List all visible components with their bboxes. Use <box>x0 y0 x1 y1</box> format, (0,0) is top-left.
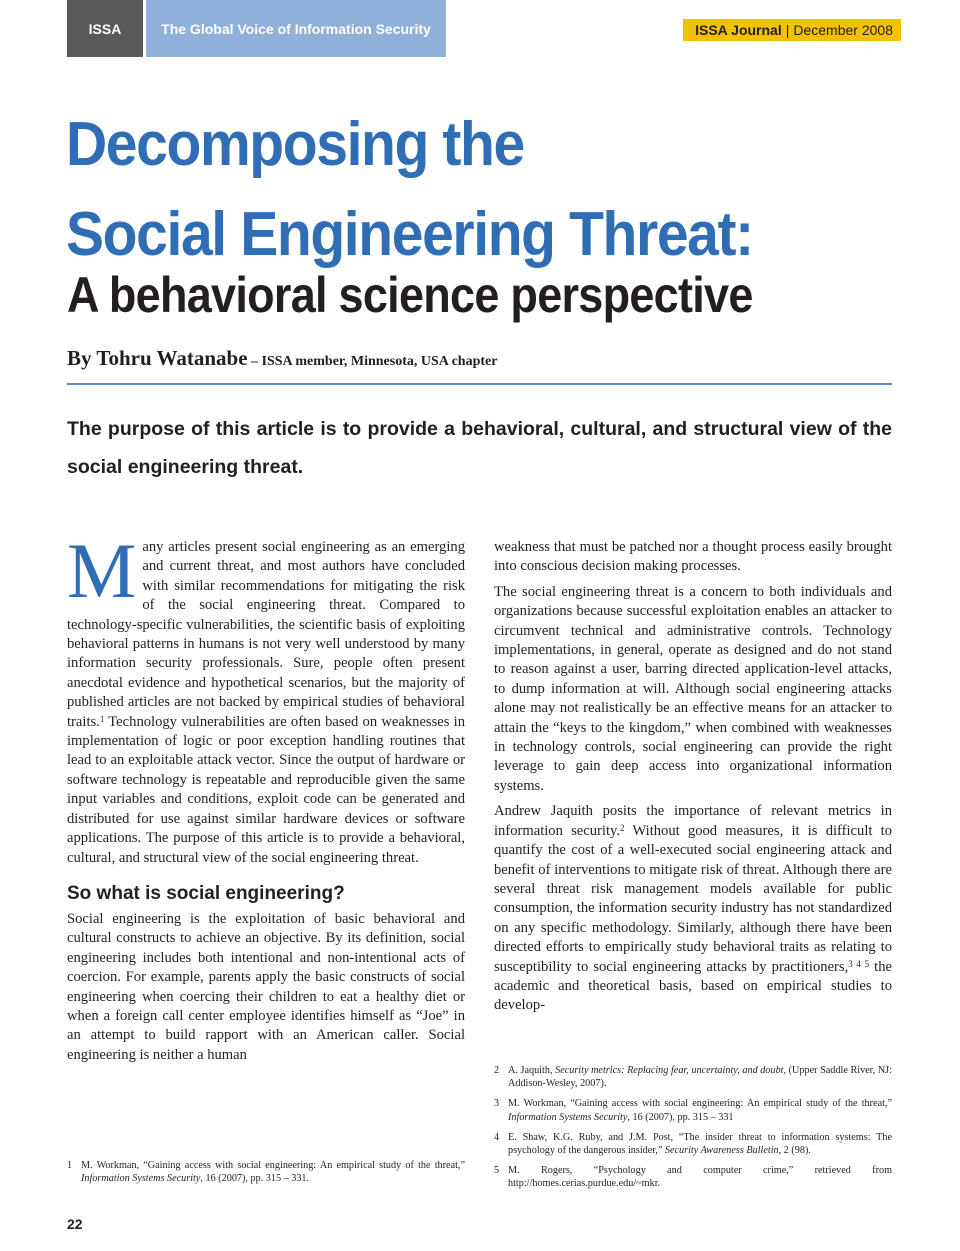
footnote-item <box>494 1131 892 1157</box>
footnote-ref-2: 2 <box>620 822 625 833</box>
metrics-text-c: the academic and theoretical basis, based on empirical studies to develop- <box>494 958 893 1014</box>
footnote-number: 1 <box>67 1160 73 1171</box>
footnote-number: 4 <box>494 1131 500 1143</box>
footnote-part: M. Workman, “Gaining access with social engineering: An empirical study of the threat,” <box>81 1160 465 1171</box>
footnote-text <box>508 1064 892 1090</box>
header-tagline-tab <box>146 0 446 57</box>
footnote-number: 3 <box>494 1098 500 1110</box>
footnote-source: Security Awareness Bulletin <box>664 1145 779 1157</box>
footnotes-left <box>67 1159 465 1192</box>
right-paragraph-1: weakness that must be patched nor a thought process easily brought into conscious decision making processes. <box>494 539 892 575</box>
article-title <box>66 100 753 280</box>
journal-separator: | <box>785 22 790 38</box>
header-tagline: The Global Voice of Information Security <box>161 20 431 37</box>
author-affiliation: – ISSA member, Minnesota, USA chapter <box>247 354 498 369</box>
footnote-text <box>81 1159 465 1185</box>
metrics-text-a: Andrew Jaquith posits the importance of relevant metrics in information security. <box>494 803 892 839</box>
footnote-text <box>508 1097 892 1123</box>
definition-paragraph: Social engineering is the exploitation of basic behavioral and cultural constructs to achieve an objective. By its definition, social engineering includes both intentional and non-intentional acts of coercion. For example, parents apply the basic constructs of social engineering when coercing their children to eat a healthy diet or when a foreign call center employee identifies himself as “Joe” in an attempt to build rapport with an American caller. Social engineering is neither a human <box>67 910 465 1063</box>
journal-name: ISSA Journal <box>695 22 782 38</box>
intro-text-a: any articles present social engineering as an emerging and current threat, and most authors have concluded with similar recommendations for mitigating the risk of the social engineering threat. Compared to technology-specific vulnerabilities, the scientific basis of exploiting behavioral patterns in humans is not very well understood by many information security professionals. Sure, people often present anecdotal evidence and hypothetical scenarios, but the majority of published articles are not backed by empirical studies of behavioral traits. <box>67 539 465 730</box>
footnote-source: Information Systems Security <box>81 1173 201 1185</box>
author-name: By Tohru Watanabe <box>67 346 248 370</box>
footnote-text <box>508 1164 892 1190</box>
footnote-item <box>67 1159 465 1185</box>
footnote-text <box>508 1131 892 1157</box>
footnote-part: , 2 (98). <box>778 1145 811 1157</box>
footnote-part: A. Jaquith, <box>508 1065 556 1076</box>
footnote-ref-3-4-5: 3 4 5 <box>848 958 870 969</box>
article-lead: The purpose of this article is to provide a behavioral, cultural, and structural view of the social engineering threat. <box>67 418 892 478</box>
header-journal-badge <box>683 19 901 41</box>
drop-cap: M <box>67 527 137 614</box>
footnote-number: 2 <box>494 1065 500 1076</box>
footnote-part: , 16 (2007), pp. 315 – 331. <box>200 1173 310 1185</box>
header-issa-label: ISSA <box>88 20 122 37</box>
metrics-text-b: Without good measures, it is difficult to quantify the cost of a well-executed social engineering attack and benefit of interventions to mitigate risk of threat. Although there are several threat risk management models available for public consumption, the information security industry has not standardized on any specific methodology. Similarly, although there have been directed efforts to empirically study behavioral traits as relating to susceptibility to social engineering attacks by practitioners, <box>494 822 892 975</box>
footnote-part: M. Rogers, “Psychology and computer crime,” retrieved from http://homes.cerias.purdue.edu/~mkr. <box>508 1165 892 1190</box>
right-paragraph-3 <box>494 802 892 1015</box>
journal-date: December 2008 <box>793 22 893 38</box>
footnote-ref-1: 1 <box>99 713 105 724</box>
right-paragraph-2: The social engineering threat is a concern to both individuals and organizations because successful exploitation enables an attacker to circumvent technical and administrative controls. Technology implementations, in general, operate as designed and do not stand to reason against a user, barring directed application-level attacks, to dump information at will. Although social engineering attacks alone may not realistically be an effective means for an attacker to attain the “keys to the kingdom,” when combined with weaknesses in technology controls, social engineering can provide the right leverage to gain deep access into organizational information systems. <box>494 583 892 794</box>
title-divider <box>67 383 892 385</box>
footnote-source: Information Systems Security <box>508 1111 628 1123</box>
section-heading: So what is social engineering? <box>67 882 345 904</box>
footnote-item <box>494 1097 892 1123</box>
footnote-part: (Upper Saddle River, NJ: Addison-Wesley, 2007). <box>508 1065 892 1090</box>
footnote-number: 5 <box>494 1165 500 1177</box>
intro-text-b: Technology vulnerabilities are often based on weaknesses in implementation of logic or poor exception handling routines that lead to an exploitable attack vector. Since the output of hardware or software technology is repeatable and reproducible given the same input variables and conditions, exploit code can be generated and distributed for use against similar hardware devices or software applications. The purpose of this article is to provide a behavioral, cultural, and structural view of the social engineering threat. <box>67 713 465 866</box>
page-number: 22 <box>67 1216 83 1232</box>
footnote-part: M. Workman, “Gaining access with social engineering: An empirical study of the threat,” <box>508 1098 892 1110</box>
header-issa-tab <box>67 0 143 57</box>
footnote-item <box>494 1164 892 1190</box>
title-line-2: Social Engineering Threat: <box>66 200 753 269</box>
footnote-item <box>494 1064 892 1090</box>
byline <box>67 346 497 371</box>
footnote-part: , 16 (2007), pp. 315 – 331 <box>627 1111 734 1123</box>
footnote-part: E. Shaw, K.G. Ruby, and J.M. Post, “The insider threat to information systems: The psychology of the dangerous insider,” <box>508 1131 892 1157</box>
footnote-source: Security metrics: Replacing fear, uncertainty, and doubt, <box>555 1065 787 1076</box>
intro-paragraph <box>67 527 465 868</box>
title-line-1: Decomposing the <box>66 110 524 179</box>
right-column <box>494 538 892 1022</box>
footnotes-right <box>494 1064 892 1198</box>
left-column <box>67 527 465 1071</box>
article-subtitle: A behavioral science perspective <box>67 267 753 323</box>
